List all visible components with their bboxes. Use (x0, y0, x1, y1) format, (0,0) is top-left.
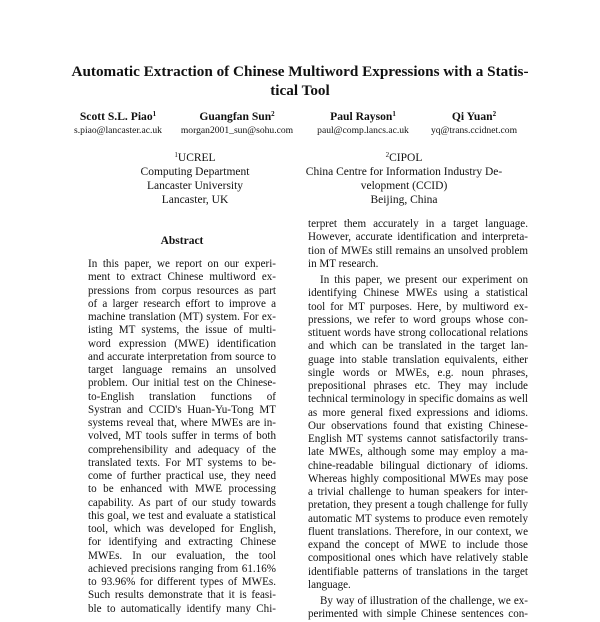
text-line: of a larger research effort to improve a (88, 297, 276, 310)
text-line: compositional ones which have relatively stable (308, 552, 528, 565)
author-affiliation-mark: 1 (152, 110, 157, 118)
affiliation-left (120, 151, 270, 207)
text-line: tion of MWEs still remains an unsolved problem (308, 244, 528, 257)
text-line: machine translation (MT) system. For ex- (88, 311, 276, 323)
author-email: yq@trans.ccidnet.com (430, 125, 518, 136)
affiliation-line: CIPOL (389, 152, 423, 164)
affiliation-line: UCREL (177, 152, 216, 164)
affiliation-line: Lancaster University (146, 180, 244, 192)
text-line: language. (308, 578, 351, 591)
text-line: technical terminology in specific domains as well (308, 393, 528, 406)
author-name: Paul Rayson (330, 110, 393, 123)
text-line: tool, which was developed for English, (88, 523, 276, 535)
text-line: terpret them accurately in a target language. (308, 218, 528, 230)
text-line: achieved precisions ranging from 61.16% (88, 562, 276, 575)
affiliation-mark: 2 (385, 151, 390, 159)
author-4 (422, 110, 526, 137)
text-line: ble to automatically identify many Chi- (88, 602, 276, 615)
affiliation-line: velopment (CCID) (360, 180, 448, 192)
text-line: for identifying and extracting Chinese (88, 536, 276, 549)
author-email: morgan2001_sun@sohu.com (180, 125, 294, 136)
text-line: fluent translations. Therefore, in our context, we (308, 525, 528, 538)
abstract-heading: Abstract (160, 235, 204, 247)
text-line: English MT systems cannot satisfactorily trans- (308, 433, 528, 445)
author-email: paul@comp.lancs.ac.uk (317, 125, 409, 136)
text-line: expand the concept of MWE to include those (308, 539, 528, 551)
title-line-2: tical Tool (270, 82, 330, 99)
text-line: a trivial challenge to human speakers for inter- (308, 486, 528, 498)
affiliation-mark: 1 (174, 151, 178, 159)
text-line: comprehensibility and adequacy of the (88, 443, 276, 456)
affiliation-line: China Centre for Information Industry De- (305, 166, 503, 178)
author-email: s.piao@lancaster.ac.uk (74, 125, 162, 136)
author-name: Qi Yuan (451, 110, 493, 123)
affiliation-line: Beijing, China (370, 194, 438, 206)
text-line: guage into stable translation equivalents, either (308, 353, 528, 366)
text-line: to 93.96% for different types of MWEs. (88, 576, 276, 588)
text-line: pretation, they present a tough challenge for fully (308, 499, 528, 512)
right-column-body (308, 218, 528, 622)
text-line: late MWEs, although some may employ a ma- (308, 446, 528, 459)
text-line: to be enhanced with MWE processing (88, 483, 276, 496)
text-line: MWEs. In our evaluation, the tool (88, 549, 276, 562)
text-line: this goal, we test and evaluate a statistical (88, 509, 276, 522)
text-line: target language remains an unsolved (88, 364, 276, 376)
text-line: identifying Chinese MWEs using a statistical (308, 287, 528, 300)
text-line: identifiable patterns of translations in the target (308, 565, 528, 578)
text-line: By way of illustration of the challenge, we ex- (320, 595, 528, 607)
text-line: volved, MT tools suffer in terms of both (88, 430, 276, 443)
text-line: and which can be translated in the target lan- (308, 340, 528, 353)
text-line: pressions, we refer to word groups whose con- (308, 313, 528, 326)
text-line: Our observations found that existing Chinese- (308, 419, 528, 432)
text-line: word expression (MWE) identification (88, 337, 276, 350)
author-affiliation-mark: 2 (492, 110, 497, 118)
text-line: systems reveal that, where MWEs are in- (88, 417, 276, 429)
text-line: chine-readable bilingual dictionary of idioms. (308, 459, 528, 472)
author-2 (178, 110, 296, 137)
title-line-1: Automatic Extraction of Chinese Multiword Expressions with a Statis- (71, 63, 529, 80)
author-affiliation-mark: 1 (392, 110, 396, 118)
text-line: stituent words have strong collocational relations (308, 327, 528, 339)
text-line: Systran and CCID's Huan-Yu-Tong MT (88, 403, 276, 416)
abstract-body (88, 258, 276, 616)
text-line: tool for MT purposes. Here, by multiword ex- (308, 300, 528, 313)
text-line: to-English translation functions of (88, 390, 276, 403)
text-line: In this paper, we present our experiment on (320, 274, 528, 286)
text-line: problem. Our initial test on the Chinese- (88, 377, 276, 390)
text-line: as more general fixed expressions and idioms. (308, 406, 528, 419)
text-line: In this paper, we report on our experi- (88, 258, 276, 270)
affiliation-right (290, 151, 518, 207)
text-line: Such results demonstrate that it is feasi- (88, 589, 276, 602)
paper-title (60, 62, 540, 100)
text-line: isting MT systems, the issue of multi- (88, 324, 276, 337)
text-line: translated texts. For MT systems to be- (88, 456, 276, 469)
text-line: and accurate interpretation from source to (88, 350, 276, 363)
text-line: Whereas highly compositional MWEs may pose (308, 472, 528, 485)
text-line: come of further practical use, they need (88, 470, 276, 482)
text-line: in MT research. (308, 257, 379, 270)
author-name: Scott S.L. Piao (79, 110, 153, 123)
text-line: pressions from corpus resources as part (88, 284, 276, 297)
affiliation-line: Lancaster, UK (161, 194, 229, 206)
text-line: single words or MWEs, e.g. noun phrases, (308, 366, 528, 379)
author-name: Guangfan Sun (199, 110, 272, 123)
author-1 (68, 110, 168, 137)
author-affiliation-mark: 2 (271, 110, 275, 118)
text-line: ment to extract Chinese multiword ex- (88, 271, 276, 284)
text-line: perimented with simple Chinese sentences con- (308, 608, 528, 621)
affiliation-line: Computing Department (140, 166, 250, 178)
text-line: capability. As part of our study towards (88, 496, 276, 509)
text-line: automatic MT systems to produce even remotely (308, 512, 528, 525)
text-line: prepositional phrases etc. They may include (308, 380, 528, 392)
text-line: However, accurate identification and interpreta- (308, 231, 528, 244)
author-3 (308, 110, 418, 137)
